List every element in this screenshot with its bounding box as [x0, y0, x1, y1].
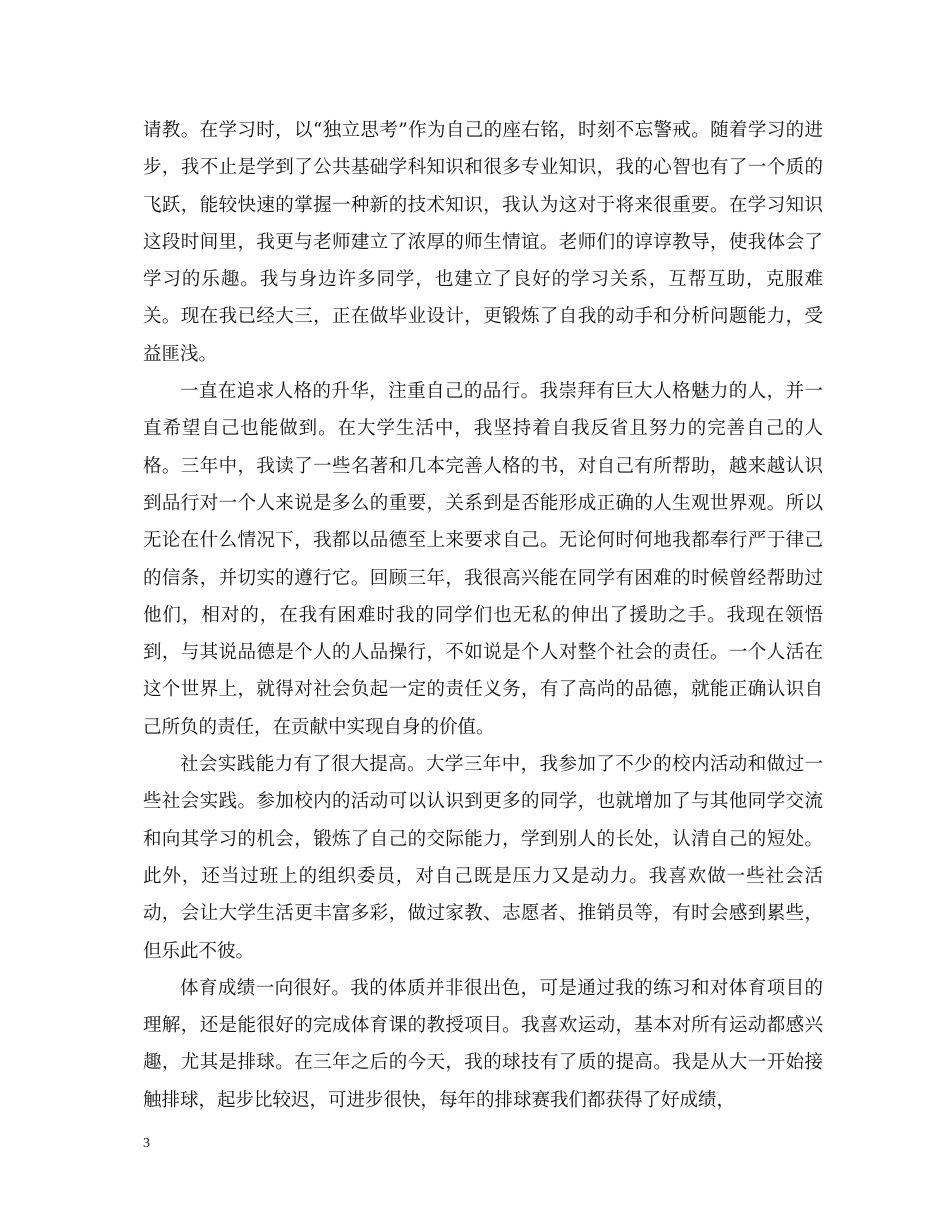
paragraph-4: 体育成绩一向很好。我的体质并非很出色，可是通过我的练习和对体育项目的理解，还是能很好的完成体育课的教授项目。我喜欢运动，基本对所有运动都感兴趣，尤其是排球。在三年之后的今天，我的球技有了质的提高。我是从大一开始接触排球，起步比较迟，可进步很快，每年的排球赛我们都获得了好成绩，: [143, 977, 823, 1111]
paragraph-3: 社会实践能力有了很大提高。大学三年中，我参加了不少的校内活动和做过一些社会实践。参加校内的活动可以认识到更多的同学，也就增加了与其他同学交流和向其学习的机会，锻炼了自己的交际能力，学到别人的长处，认清自己的短处。此外，还当过班上的组织委员，对自己既是压力又是动力。我喜欢做一些社会活动，会让大学生活更丰富多彩，做过家教、志愿者、推销员等，有时会感到累些，但乐此不彼。: [143, 754, 823, 962]
paragraph-1: 请教。在学习时，以“独立思考”作为自己的座右铭，时刻不忘警戒。随着学习的进步，我不止是学到了公共基础学科知识和很多专业知识，我的心智也有了一个质的飞跃，能较快速的掌握一种新的技术知识，我认为这对于将来很重要。在学习知识这段时间里，我更与老师建立了浓厚的师生情谊。老师们的谆谆教导，使我体会了学习的乐趣。我与身边许多同学，也建立了良好的学习关系，互帮互助，克服难关。现在我已经大三，正在做毕业设计，更锻炼了自我的动手和分析问题能力，受益匪浅。: [143, 120, 823, 365]
paragraph-2: 一直在追求人格的升华，注重自己的品行。我崇拜有巨大人格魅力的人，并一直希望自己也能做到。在大学生活中，我坚持着自我反省且努力的完善自己的人格。三年中，我读了一些名著和几本完善人格的书，对自己有所帮助，越来越认识到品行对一个人来说是多么的重要，关系到是否能形成正确的人生观世界观。所以无论在什么情况下，我都以品德至上来要求自己。无论何时何地我都奉行严于律己的信条，并切实的遵行它。回顾三年，我很高兴能在同学有困难的时候曾经帮助过他们，相对的，在我有困难时我的同学们也无私的伸出了援助之手。我现在领悟到，与其说品德是个人的人品操行，不如说是个人对整个社会的责任。一个人活在这个世界上，就得对社会负起一定的责任义务，有了高尚的品德，就能正确认识自己所负的责任，在贡献中实现自身的价值。: [143, 381, 823, 738]
page-number: 3: [143, 1136, 150, 1151]
document-body: [143, 112, 823, 1119]
